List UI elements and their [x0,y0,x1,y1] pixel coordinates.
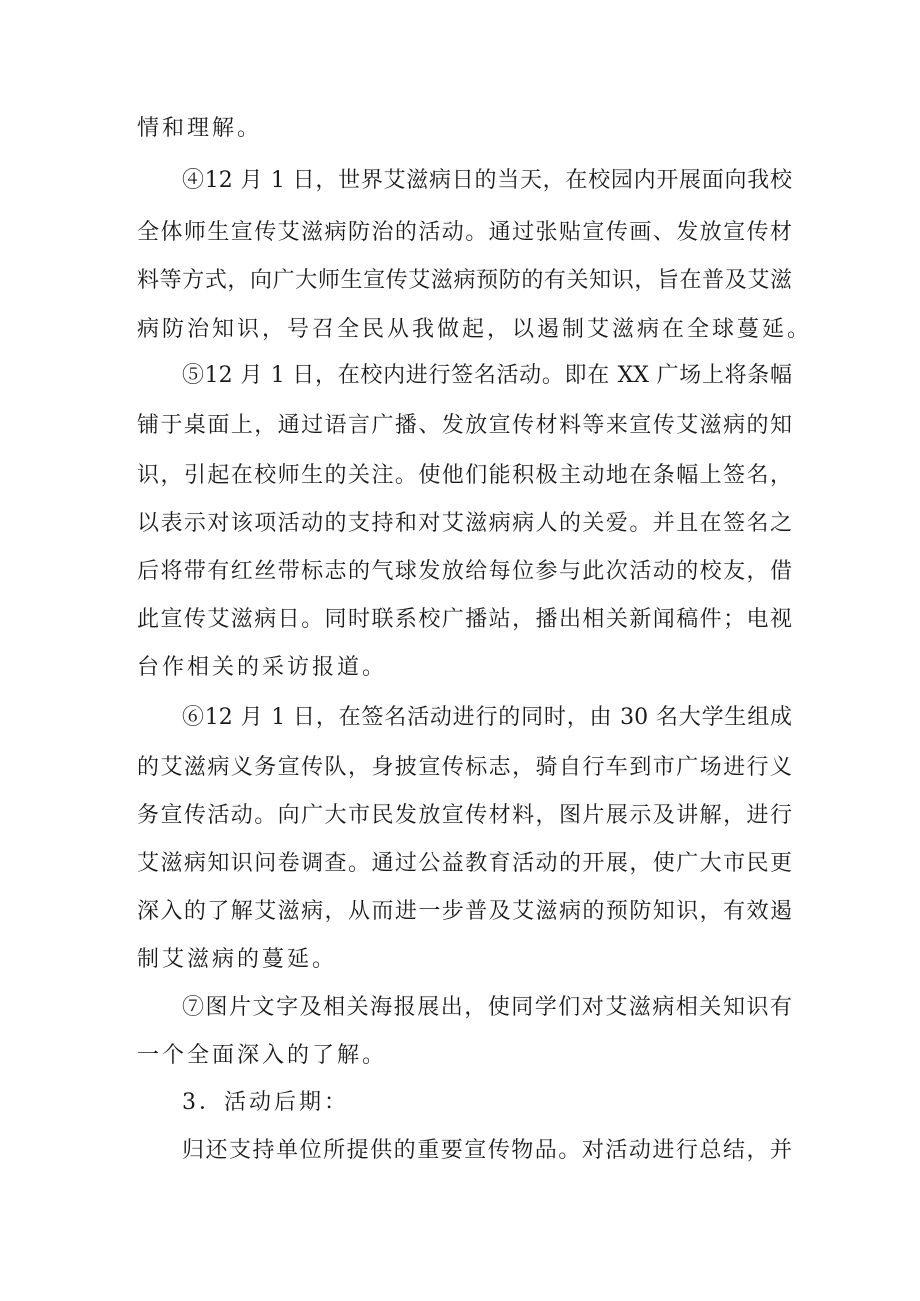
text-line: 的艾滋病义务宣传队，身披宣传标志，骑自行车到市广场进行义 [137,755,792,780]
text-line: 后将带有红丝带标志的气球发放给每位参与此次活动的校友，借 [137,559,792,584]
text-line: 料等方式，向广大师生宣传艾滋病预防的有关知识，旨在普及艾滋 [137,268,792,293]
text-line: 铺于桌面上，通过语言广播、发放宣传材料等来宣传艾滋病的知 [137,413,792,438]
text-line: 一个全面深入的了解。 [137,1043,388,1068]
text-line: ④12 月 1 日，世界艾滋病日的当天，在校园内开展面向我校 [182,168,792,193]
text-line: 情和理解。 [137,116,263,141]
text-line: 全体师生宣传艾滋病防治的活动。通过张贴宣传画、发放宣传材 [137,220,792,245]
text-line: ⑦图片文字及相关海报展出，使同学们对艾滋病相关知识有 [182,995,792,1020]
text-line: 识，引起在校师生的关注。使他们能积极主动地在条幅上签名， [137,463,792,488]
text-line: 台作相关的采访报道。 [137,655,388,680]
text-line: ⑥12 月 1 日，在签名活动进行的同时，由 30 名大学生组成 [182,705,792,730]
text-line: 务宣传活动。向广大市民发放宣传材料，图片展示及讲解，进行 [137,803,792,828]
section-heading: 3．活动后期： [182,1090,349,1115]
text-line: 以表示对该项活动的支持和对艾滋病病人的关爱。并且在签名之 [137,511,792,536]
text-line: 深入的了解艾滋病，从而进一步普及艾滋病的预防知识，有效遏 [137,899,792,924]
text-line: ⑤12 月 1 日，在校内进行签名活动。即在 XX 广场上将条幅 [182,363,792,388]
text-line: 归还支持单位所提供的重要宣传物品。对活动进行总结，并 [182,1138,792,1163]
text-line: 此宣传艾滋病日。同时联系校广播站，播出相关新闻稿件；电视 [137,607,792,632]
text-line: 病防治知识，号召全民从我做起，以遏制艾滋病在全球蔓延。 [137,317,813,342]
text-line: 制艾滋病的蔓延。 [137,947,338,972]
text-line: 艾滋病知识问卷调查。通过公益教育活动的开展，使广大市民更 [137,851,792,876]
